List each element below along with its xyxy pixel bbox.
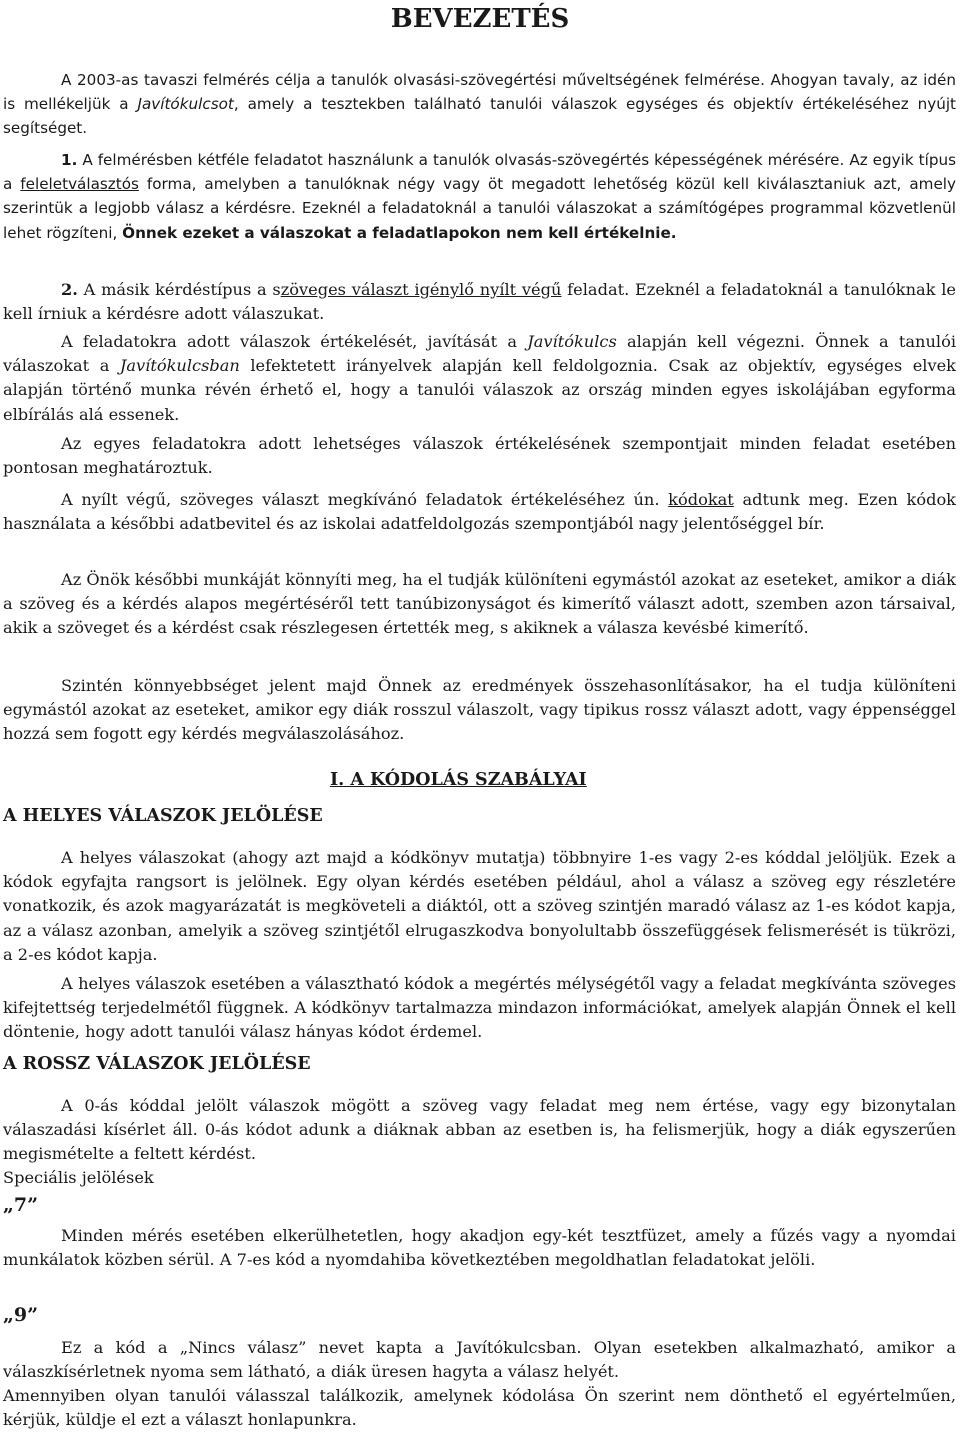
intro-paragraph: A 2003-as tavaszi felmérés célja a tanulók olvasási-szövegértési műveltségének felmérése. Ahogyan tavaly, az idén is mellékeljük a Javítókulcsot, amely a tesztekben található tanulói válaszok egységes és objektív értékeléséhez nyújt segítséget. — [3, 71, 956, 138]
special-codes-label: Speciális jelölések — [3, 1168, 154, 1187]
paragraph-1: 1. A felmérésben kétféle feladatot használunk a tanulók olvasás-szövegértés képességének mérésére. Az egyik típus a feleletválasztós forma, amelyben a tanulóknak négy vagy öt megadott lehetőség közül kell kiválasztaniuk azt, amely szerintük a legjobb válasz a kérdésre. Ezeknél a feladatoknál a tanulói válaszokat a számítógépes programmal közvetlenül lehet rögzíteni, Önnek ezeket a válaszokat a feladatlapokon nem kell értékelnie. — [3, 151, 957, 242]
paragraph-7: Szintén könnyebbséget jelent majd Önnek az eredmények összehasonlításakor, ha el tudja különíteni egymástól azokat az eseteket, amikor egy diák rosszul válaszolt, vagy tipikus rossz választ adott, vagy éppenséggel hozzá sem fogott egy kérdés megválaszolásához. — [3, 676, 956, 744]
heading-correct-answers: A HELYES VÁLASZOK JELÖLÉSE — [3, 806, 323, 826]
paragraph-13: Amennyiben olyan tanulói válasszal találkozik, amelynek kódolása Ön szerint nem dönthető el egyértelműen, kérjük, küldje el ezt a választ honlapunkra. — [3, 1386, 956, 1430]
paragraph-5: A nyílt végű, szöveges választ megkívánó feladatok értékeléséhez ún. kódokat adtunk meg. Ezen kódok használata a későbbi adatbevitel és az iskolai adatfeldolgozás szempontjából nagy jelentőséggel bír. — [3, 490, 956, 534]
paragraph-2: 2. A másik kérdéstípus a szöveges választ igénylő nyílt végű feladat. Ezeknél a feladatoknál a tanulóknak le kell írniuk a kérdésre adott válaszukat. — [3, 280, 956, 324]
paragraph-10: A 0-ás kóddal jelölt válaszok mögött a szöveg vagy feladat meg nem értése, vagy egy bizonytalan válaszadási kísérlet áll. 0-ás kódot adunk a diáknak abban az esetben is, ha felismerjük, hogy a diák egyszerűen megismételte a feltett kérdést. — [3, 1096, 956, 1164]
paragraph-8: A helyes válaszokat (ahogy azt majd a kódkönyv mutatja) többnyire 1-es vagy 2-es kóddal jelöljük. Ezek a kódok egyfajta rangsort is jelölnek. Egy olyan kérdés esetében például, ahol a válasz a szöveg egy részletére vonatkozik, és azok magyarázatát is megköveteli a diáktól, ott a szöveg szintjén maradó válasz az 1-es kódot kapja, az a válasz azonban, amelyik a szöveg szintjétől elrugaszkodva bonyolultabb összefüggések felismerését is tükrözi, a 2-es kódot kapja. — [3, 848, 956, 964]
paragraph-11: Minden mérés esetében elkerülhetetlen, hogy akadjon egy-két tesztfüzet, amely a fűzés vagy a nyomdai munkálatok közben sérül. A 7-es kód a nyomdahiba következtében megoldhatlan feladatokat jelöli. — [3, 1226, 956, 1270]
section-title: I. A KÓDOLÁS SZABÁLYAI — [330, 770, 587, 790]
code-9-label: „9” — [3, 1304, 39, 1326]
paragraph-9: A helyes válaszok esetében a választható kódok a megértés mélységétől vagy a feladat megkívánta szöveges kifejtettség terjedelmétől függnek. A kódkönyv tartalmazza mindazon információkat, amelyek alapján Önnek el kell döntenie, hogy adott tanulói válasz hányas kódot érdemel. — [3, 974, 956, 1042]
code-7-label: „7” — [3, 1194, 39, 1216]
page-title: BEVEZETÉS — [390, 4, 570, 34]
heading-wrong-answers: A ROSSZ VÁLASZOK JELÖLÉSE — [3, 1054, 311, 1074]
paragraph-6: Az Önök későbbi munkáját könnyíti meg, ha el tudják különíteni egymástól azokat az eseteket, amikor a diák a szöveg és a kérdés alapos megértéséről tett tanúbizonyságot és kimerítő választ adott, szemben azon társaival, akik a szöveget és a kérdést csak részlegesen értették meg, s akiknek a válasza kevésbé kimerítő. — [3, 570, 956, 638]
paragraph-3: A feladatokra adott válaszok értékelését, javítását a Javítókulcs alapján kell végezni. Önnek a tanulói válaszokat a Javítókulcsban lefektetett irányelvek alapján kell feldolgoznia. Csak az objektív, egységes elvek alapján történő munka révén érhető el, hogy a tanulói válaszok az ország minden egyes iskolájában egyforma elbírálás alá essenek. — [3, 332, 957, 424]
paragraph-12: Ez a kód a „Nincs válasz” nevet kapta a Javítókulcsban. Olyan esetekben alkalmazható, amikor a válaszkísérletnek nyoma sem látható, a diák üresen hagyta a válasz helyét. — [3, 1338, 956, 1382]
paragraph-4: Az egyes feladatokra adott lehetséges válaszok értékelésének szempontjait minden feladat esetében pontosan meghatároztuk. — [3, 434, 956, 478]
